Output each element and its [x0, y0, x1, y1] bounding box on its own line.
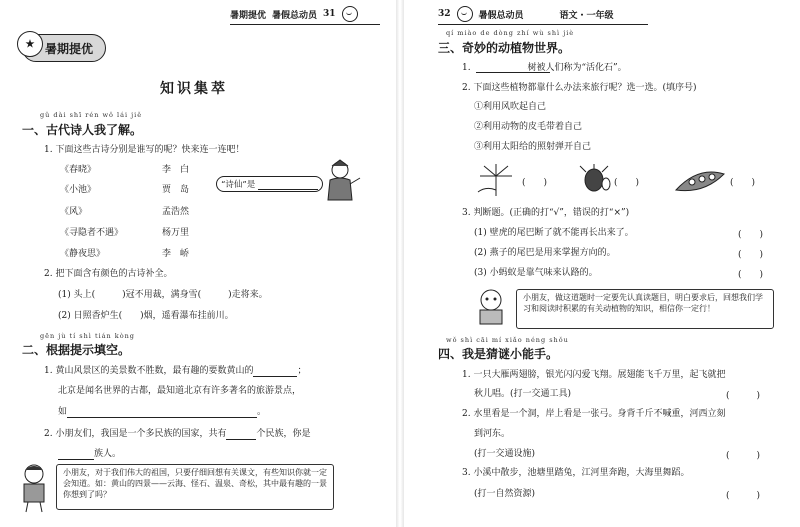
- answer-paren[interactable]: ( ): [726, 491, 761, 501]
- kid-cartoon-icon: [14, 462, 56, 514]
- section4-pinyin: wǒ shì cāi mí xiǎo néng shǒu: [446, 336, 569, 344]
- dandelion-icon: [474, 162, 518, 198]
- poet-cartoon-icon: [318, 158, 362, 206]
- riddle-2-line3: (打一交通设施): [474, 449, 536, 459]
- answer-paren[interactable]: ( ): [522, 178, 548, 188]
- riddle-1-line2: 秋儿唱。(打一交通工具): [474, 389, 572, 399]
- poet-name: 孟浩然: [162, 207, 190, 217]
- header-series: 暑假总动员: [478, 10, 524, 21]
- s2-q1-line1: 1. 黄山风景区的美景数不胜数，最有趣的要数黄山的 ；: [44, 366, 307, 376]
- answer-blank[interactable]: [476, 62, 550, 73]
- s3-option: ①利用风吹起自己: [474, 102, 547, 112]
- riddle-2-line1: 2. 水里看是一个洞，岸上看是一张弓。身背千斤不喊重，河西立刻: [462, 409, 726, 419]
- answer-paren[interactable]: ( ): [614, 178, 640, 188]
- poem-title: 《静夜思》: [60, 249, 106, 259]
- section3-heading: 三、奇妙的动植物世界。: [438, 41, 571, 55]
- riddle-3-line1: 3. 小溪中散步，池塘里踏兔，江河里奔跑，大海里舞蹈。: [462, 468, 690, 478]
- poem-title: 《小池》: [60, 185, 97, 195]
- s3-q2: 2. 下面这些植物都靠什么办法来旅行呢？选一选。(填序号): [462, 83, 697, 93]
- right-header: [438, 3, 648, 25]
- medal-icon: ★: [17, 31, 43, 57]
- section2-heading: 二、根据提示填空。: [22, 343, 131, 357]
- pea-pod-icon: [674, 168, 726, 196]
- answer-paren[interactable]: ( ): [726, 391, 761, 401]
- s3-option: ②利用动物的皮毛带着自己: [474, 122, 583, 132]
- tip-box: 小朋友，做这道题时一定要先认真读题目，明白要求后，回想我们学习和阅读时积累的有关动植物的知识，相信你一定行！: [516, 289, 774, 329]
- header-series: 暑假总动员: [272, 10, 318, 21]
- poem-title: 《春晓》: [60, 165, 97, 175]
- answer-blank[interactable]: [226, 429, 256, 440]
- answer-paren[interactable]: ( ): [738, 270, 764, 280]
- s2-q2-line2: 族人。: [58, 448, 121, 460]
- riddle-2-line2: 到河东。: [474, 429, 511, 439]
- s3-option: ③利用太阳给的照射弹开自己: [474, 142, 592, 152]
- section2-pinyin: gēn jù tí shì tián kòng: [40, 332, 135, 340]
- s1-q2: 2. 把下面含有颜色的古诗补全。: [44, 269, 173, 279]
- s1-q1: 1. 下面这些古诗分别是谁写的呢？快来连一连吧！: [44, 145, 245, 155]
- poem-title: 《风》: [60, 207, 88, 217]
- page-title: 知识集萃: [160, 81, 228, 97]
- s3-q1: 1. 树被人们称为“活化石”。: [462, 63, 627, 73]
- tip-box: 小朋友，对于我们伟大的祖国，只要仔细回想有关课文，有些知识你就一定会知道。如：黄山的四景——云海、怪石、温泉、奇松，其中最有趣的一景你想到了吗？: [56, 464, 334, 510]
- kid-cartoon-icon: [468, 288, 514, 328]
- answer-paren[interactable]: ( ): [730, 178, 756, 188]
- section-logo: ★ 暑期提优: [22, 34, 106, 62]
- section1-heading: 一、古代诗人我了解。: [22, 123, 143, 137]
- s1-q2-part1: (1) 头上( )冠不用裁，满身雪( )走将来。: [58, 290, 268, 300]
- poet-name: 贾 岛: [162, 185, 190, 195]
- answer-blank[interactable]: [258, 179, 318, 190]
- section3-pinyin: qí miào de dòng zhí wù shì jiè: [446, 29, 575, 37]
- answer-paren[interactable]: ( ): [738, 250, 764, 260]
- poem-title: 《寻隐者不遇》: [60, 228, 124, 238]
- header-page-number: 32: [438, 9, 451, 19]
- poet-name: 李 白: [162, 165, 190, 175]
- riddle-1-line1: 1. 一只大雁两翅膀，银光闪闪爱飞翔。展翅能飞千万里，起飞就把: [462, 370, 726, 380]
- left-header: [230, 3, 380, 25]
- s1-q2-part2: (2) 日照香炉生( )烟，遥看瀑布挂前川。: [58, 311, 234, 321]
- header-page-number: 31: [323, 9, 336, 19]
- book-gutter: [396, 0, 404, 527]
- poet-immortal-bubble: “诗仙”是: [216, 176, 323, 192]
- riddle-3-line2: (打一自然资源): [474, 489, 536, 499]
- mascot-icon: [457, 6, 473, 22]
- answer-blank[interactable]: [253, 366, 297, 377]
- mascot-icon: [342, 6, 358, 22]
- section1-pinyin: gǔ dài shī rén wǒ lái jiě: [40, 111, 143, 119]
- s2-q1-line2: 北京是闻名世界的古都，最知道北京有许多著名的旅游景点，: [58, 386, 302, 396]
- answer-paren[interactable]: ( ): [738, 230, 764, 240]
- judge-item: (2) 燕子的尾巴是用来掌握方向的。: [474, 248, 616, 258]
- burdock-seed-icon: [576, 164, 616, 196]
- judge-item: (3) 小蚂蚁是靠气味来认路的。: [474, 268, 598, 278]
- header-subject: 语文・一年级: [559, 10, 614, 21]
- judge-item: (1) 壁虎的尾巴断了就不能再长出来了。: [474, 228, 634, 238]
- s2-q1-line3: 如 。: [58, 407, 267, 417]
- s3-q3: 3. 判断题。(正确的打“√”，错误的打“×”): [462, 208, 630, 218]
- answer-paren[interactable]: ( ): [726, 451, 761, 461]
- left-page: [0, 0, 396, 527]
- poet-name: 杨万里: [162, 228, 190, 238]
- answer-blank[interactable]: [67, 407, 257, 418]
- header-book: 暑期提优: [230, 10, 267, 21]
- answer-blank[interactable]: [58, 449, 94, 460]
- section4-heading: 四、我是猜谜小能手。: [438, 347, 559, 361]
- s2-q2-line1: 2. 小朋友们，我国是一个多民族的国家，共有 个民族，你是: [44, 429, 311, 439]
- poet-name: 李 峤: [162, 249, 190, 259]
- right-page: [404, 0, 800, 527]
